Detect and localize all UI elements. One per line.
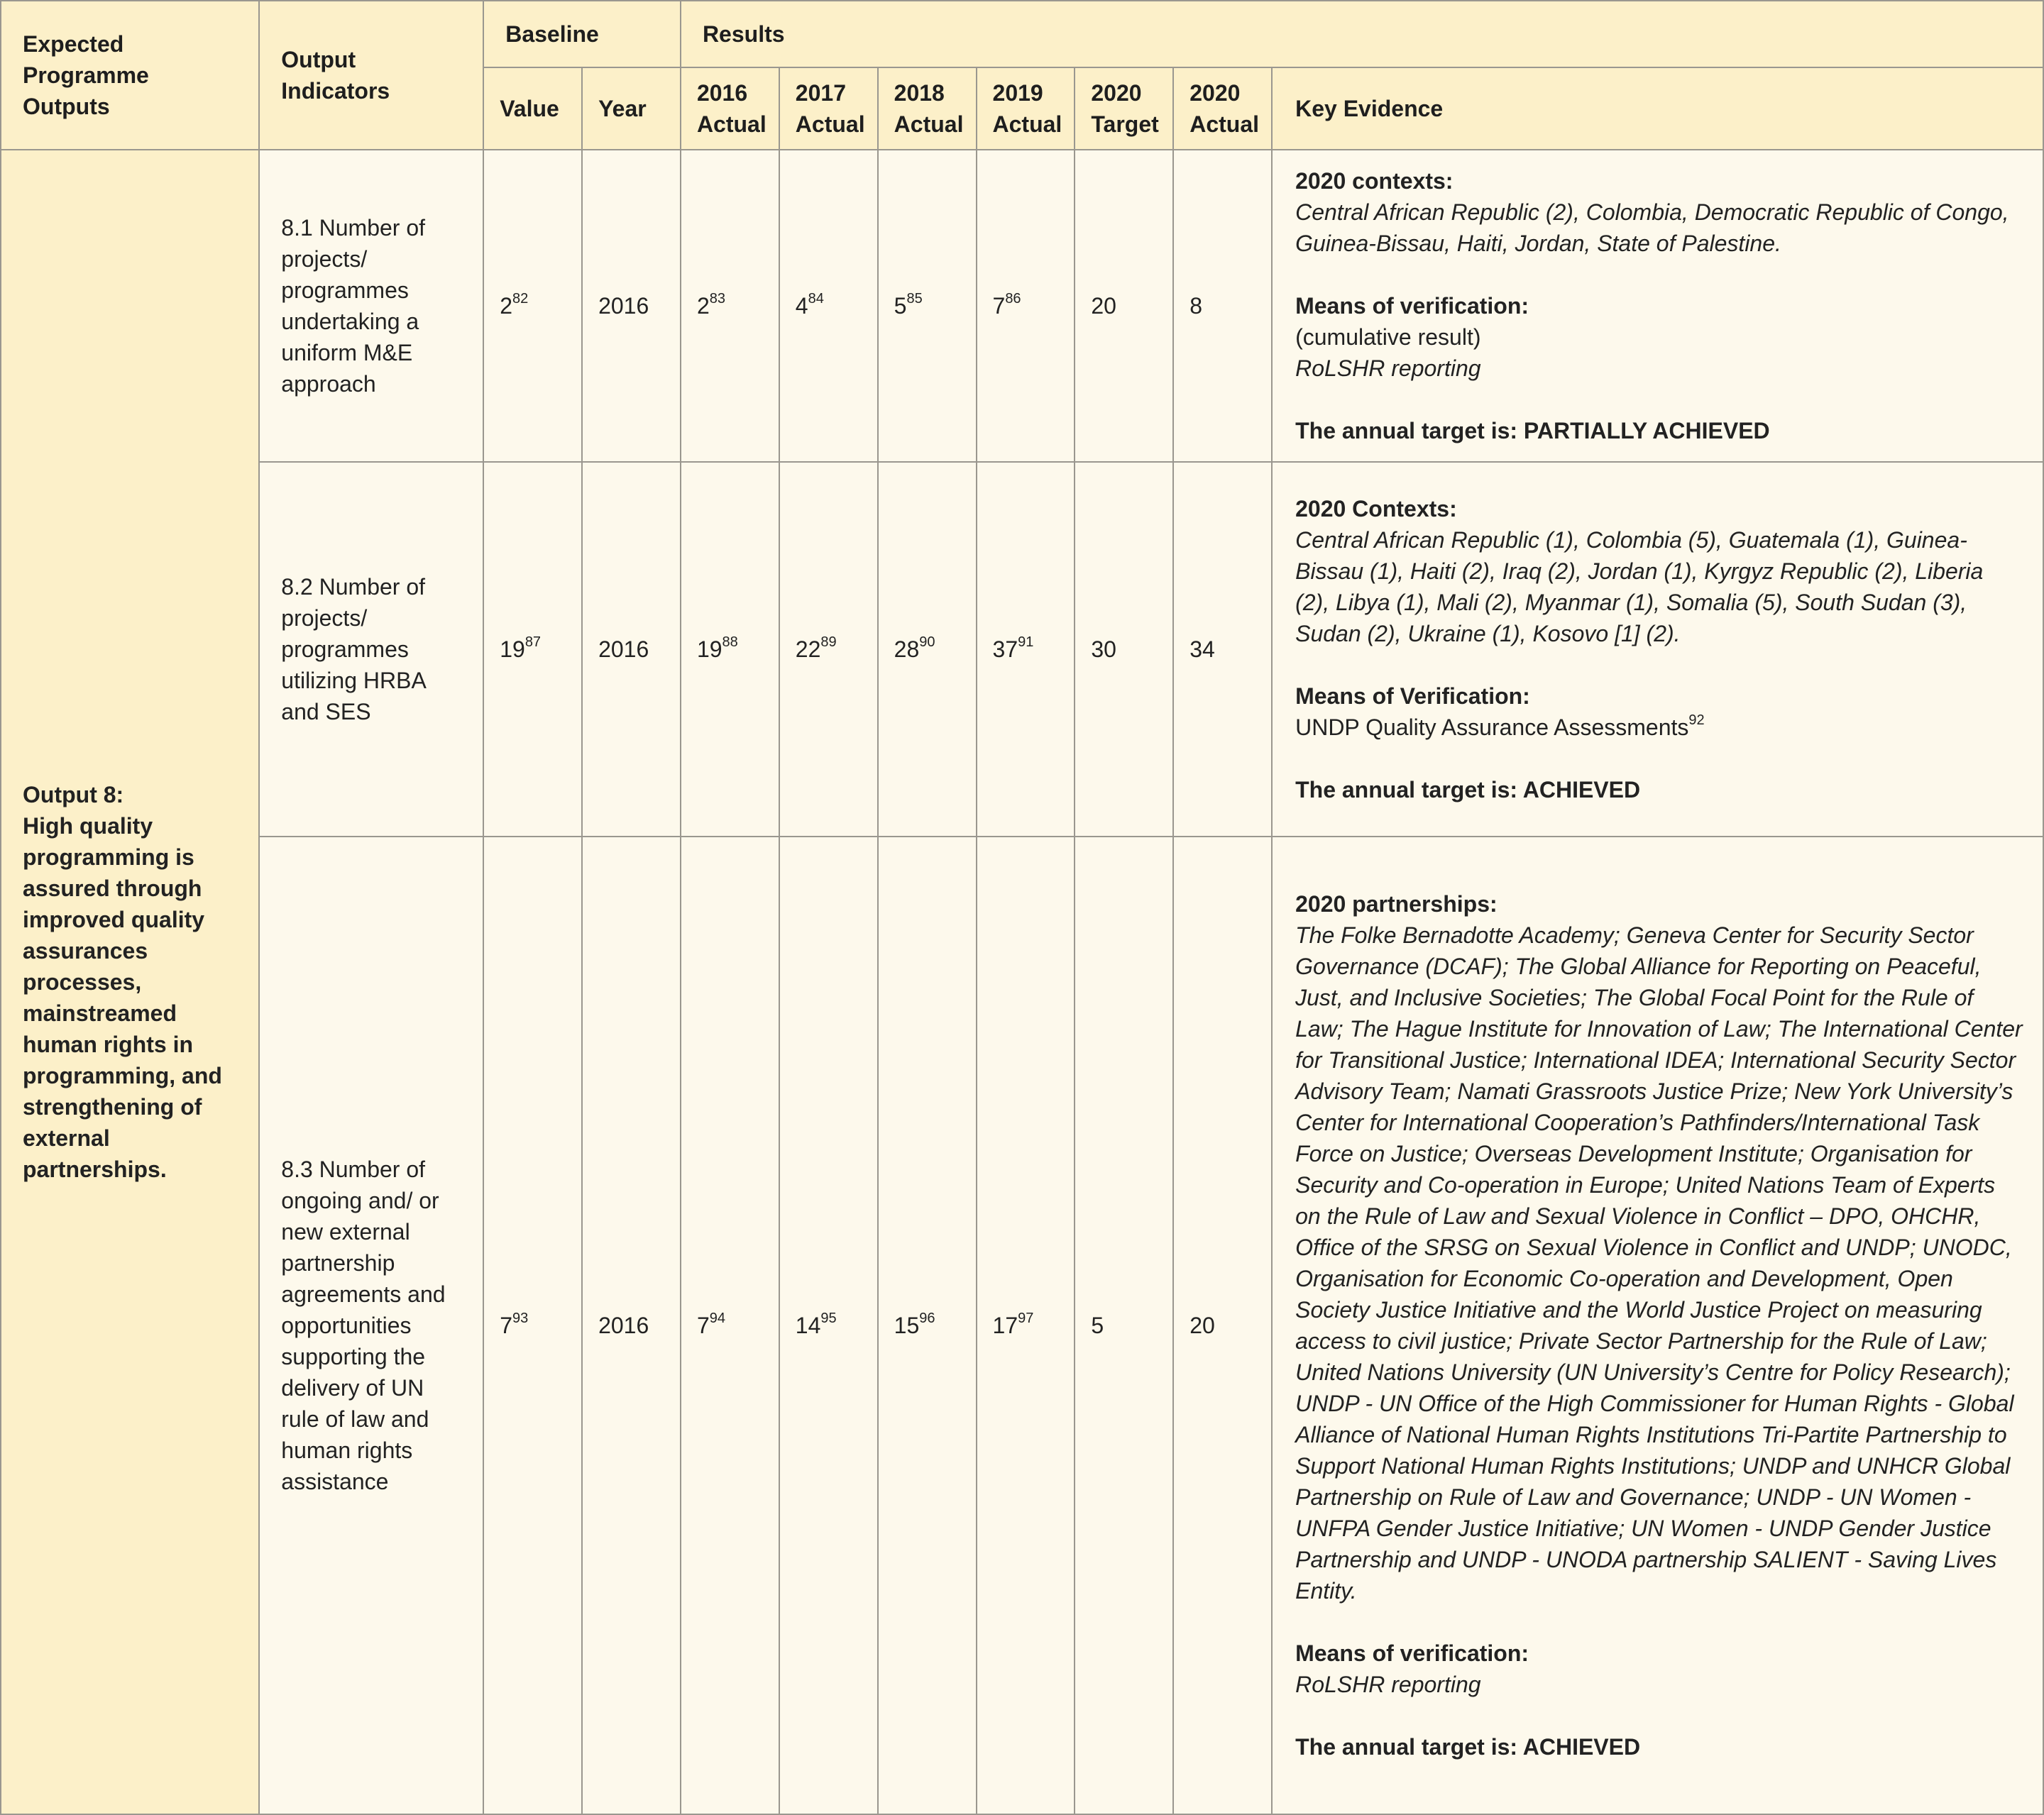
verification-line: (cumulative result) [1295,324,1481,350]
header-expected-outputs: Expected Programme Outputs [1,1,259,150]
annual-target-status: The annual target is: ACHIEVED [1295,1734,1641,1760]
key-evidence [1272,150,2043,462]
verification-source: RoLSHR reporting [1295,1672,1481,1697]
baseline-value: $7^{93}$ [483,837,582,1814]
baseline-value: $19^{87}$ [483,462,582,837]
verification-heading: Means of Verification: [1295,683,1530,709]
actual-2019: $7^{86}$ [977,150,1075,462]
output-title: Output 8: [23,782,124,807]
baseline-year: 2016 [582,150,681,462]
table-row [1,837,2043,1814]
actual-2016: $7^{94}$ [681,837,779,1814]
header-2018-actual: 2018 Actual [878,67,977,150]
verification-line: UNDP Quality Assurance Assessments$^{92}$ [1295,712,1705,740]
baseline-year: 2016 [582,462,681,837]
actual-2018: $5^{85}$ [878,150,977,462]
actual-2018: $28^{90}$ [878,462,977,837]
output-cell [1,150,259,1814]
baseline-year: 2016 [582,837,681,1814]
actual-2018: $15^{96}$ [878,837,977,1814]
actual-2020: 8 [1173,150,1272,462]
table-row [1,462,2043,837]
verification-source: RoLSHR reporting [1295,355,1481,381]
actual-2016: $2^{83}$ [681,150,779,462]
header-key-evidence: Key Evidence [1272,67,2043,150]
actual-2017: $14^{95}$ [779,837,878,1814]
annual-target-status: The annual target is: PARTIALLY ACHIEVED [1295,418,1770,443]
header-2020-target: 2020 Target [1075,67,1173,150]
baseline-value: $2^{82}$ [483,150,582,462]
header-results: Results [681,1,2043,67]
header-output-indicators: Output Indicators [259,1,483,150]
header-2017-actual: 2017 Actual [779,67,878,150]
evidence-heading: 2020 Contexts: [1295,496,1457,522]
actual-2016: $19^{88}$ [681,462,779,837]
evidence-text: The Folke Bernadotte Academy; Geneva Center for Security Sector Governance (DCAF); The Global Alliance for Reporting on Peaceful, Just, and Inclusive Societies; The Global Focal Point for the Rule of Law; The Hague Institute for Innovation of Law; The International Center for Transitional Justice; International IDEA; International Security Sector Advisory Team; Namati Grassroots Justice Prize; New York University’s Center for International Cooperation’s Pathfinders/International Task Force on Justice; Overseas Development Institute; Organisation for Security and Co-operation in Europe; United Nations Team of Experts on the Rule of Law and Sexual Violence in Conflict – DPO, OHCHR, Office of the SRSG on Sexual Violence in Conflict and UNDP; UNODC, Organisation for Economic Co-operation and Development, Open Society Justice Initiative and the World Justice Project on measuring access to civil justice; Private Sector Partnership for the Rule of Law; United Nations University (UN University’s Centre for Policy Research); UNDP - UN Office of the High Commissioner for Human Rights - Global Alliance of National Human Rights Institutions Tri-Partite Partnership to Support National Human Rights Institutions; UNDP and UNHCR Global Partnership on Rule of Law and Governance; UNDP - UN Women - UNFPA Gender Justice Initiative; UN Women - UNDP Gender Justice Partnership and UNDP - UNODA partnership SALIENT - Saving Lives Entity. [1295,922,2023,1604]
verification-heading: Means of verification: [1295,293,1529,319]
key-evidence [1272,837,2043,1814]
target-2020: 5 [1075,837,1173,1814]
actual-2017: $22^{89}$ [779,462,878,837]
output-description: High quality programming is assured through improved quality assurances processes, mainstreamed human rights in programming, and strengthening of external partnerships. [23,813,222,1182]
evidence-text: Central African Republic (1), Colombia (5), Guatemala (1), Guinea-Bissau (1), Haiti (2), Iraq (2), Jordan (1), Kyrgyz Republic (2), Liberia (2), Libya (1), Mali (2), Myanmar (1), Somalia (5), South Sudan (3), Sudan (2), Ukraine (1), Kosovo [1] (2). [1295,527,1984,646]
key-evidence [1272,462,2043,837]
header-2016-actual: 2016 Actual [681,67,779,150]
actual-2017: $4^{84}$ [779,150,878,462]
target-2020: 20 [1075,150,1173,462]
target-2020: 30 [1075,462,1173,837]
table-row [1,150,2043,462]
indicator-cell: 8.3 Number of ongoing and/ or new external partnership agreements and opportunities supporting the delivery of UN rule of law and human rights assistance [259,837,483,1814]
indicator-cell: 8.1 Number of projects/ programmes undertaking a uniform M&E approach [259,150,483,462]
actual-2019: $17^{97}$ [977,837,1075,1814]
indicator-cell: 8.2 Number of projects/ programmes utilizing HRBA and SES [259,462,483,837]
header-2019-actual: 2019 Actual [977,67,1075,150]
annual-target-status: The annual target is: ACHIEVED [1295,777,1641,802]
actual-2019: $37^{91}$ [977,462,1075,837]
header-value: Value [483,67,582,150]
verification-heading: Means of verification: [1295,1640,1529,1666]
header-baseline: Baseline [483,1,681,67]
evidence-text: Central African Republic (2), Colombia, Democratic Republic of Congo, Guinea-Bissau, Haiti, Jordan, State of Palestine. [1295,199,2009,256]
evidence-heading: 2020 contexts: [1295,168,1454,194]
header-year: Year [582,67,681,150]
header-2020-actual: 2020 Actual [1173,67,1272,150]
evidence-heading: 2020 partnerships: [1295,891,1498,917]
actual-2020: 20 [1173,837,1272,1814]
actual-2020: 34 [1173,462,1272,837]
